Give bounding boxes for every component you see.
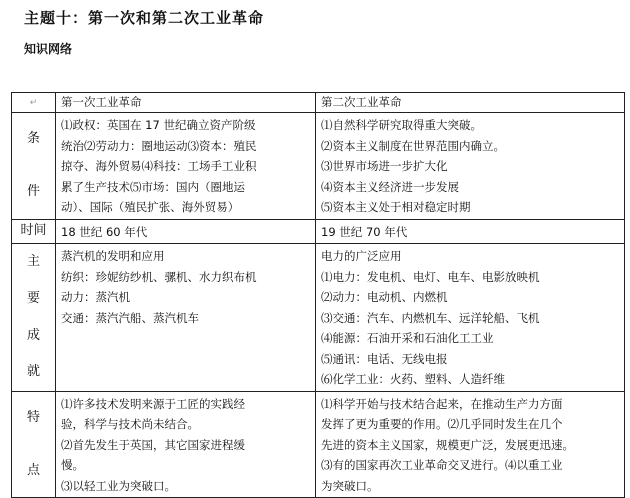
text-line: ⑴电力：发电机、电灯、电车、电影放映机 <box>321 269 540 284</box>
text-line: 为突破口。 <box>321 478 379 493</box>
label-char: 要 <box>26 290 40 306</box>
text-line: 交通：蒸汽汽船、蒸汽机车 <box>61 310 199 325</box>
text-line: ⑴政权：英国在 17 世纪确立资产阶级 <box>61 118 256 132</box>
row-label-features <box>12 391 56 498</box>
achievements-second-cell <box>316 244 625 392</box>
table-row-features <box>12 391 625 498</box>
text-line: ⑶有的国家再次工业革命交叉进行。⑷以重工业 <box>321 458 563 472</box>
table-row-condition <box>12 113 625 220</box>
text-line: ⑶以轻工业为突破口。 <box>61 478 176 493</box>
text-line: ⑶交通：汽车、内燃机车、远洋轮船、飞机 <box>321 310 540 325</box>
text-line: ⑴自然科学研究取得重大突破。 <box>321 118 482 132</box>
row-label-achievements <box>12 244 56 392</box>
text-line: ⑴科学开始与技术结合起来，在推动生产力方面 <box>321 396 563 411</box>
label-char: 主 <box>26 254 40 270</box>
condition-first-cell <box>56 113 316 220</box>
text-line: ⑵资本主义制度在世界范围内确立。 <box>321 138 505 153</box>
table-row-time <box>12 219 625 244</box>
text-line: ⑷资本主义经济进一步发展 <box>321 179 459 194</box>
label-char: 条 <box>26 131 40 147</box>
label-char: 成 <box>26 327 40 343</box>
row-label-time: 时间 <box>12 219 56 244</box>
text-line: ⑸资本主义处于相对稳定时期 <box>321 200 471 214</box>
text-line: 纺织：珍妮纺纱机、骡机、水力织布机 <box>61 269 257 284</box>
label-char: 件 <box>26 184 40 200</box>
text-line: ⑹化学工业：火药、塑料、人造纤维 <box>321 372 505 386</box>
text-line: ⑵首先发生于英国，其它国家进程缓 <box>61 437 245 452</box>
label-char: 就 <box>26 364 40 380</box>
return-mark: ↵ <box>29 98 38 108</box>
header-corner-cell <box>12 93 56 113</box>
comparison-table <box>11 92 625 498</box>
features-second-cell <box>316 391 625 498</box>
text-line: ⑷能源：石油开采和石油化工工业 <box>321 331 494 345</box>
row-label-condition <box>12 113 56 220</box>
text-line: ⑶世界市场进一步扩大化 <box>321 159 448 173</box>
text-line: 掠夺、海外贸易⑷科技：工场手工业积 <box>61 159 257 173</box>
text-line: 动）、国际（殖民扩张、海外贸易） <box>61 200 240 214</box>
text-line: 累了生产技术⑸市场：国内（圈地运 <box>61 179 245 194</box>
text-line: ⑸通讯：电话、无线电报 <box>321 351 448 366</box>
text-line: 发挥了更为重要的作用。⑵几乎同时发生在几个 <box>321 417 563 431</box>
features-first-cell <box>56 391 316 498</box>
text-line: 蒸汽机的发明和应用 <box>61 249 165 263</box>
table-header-row <box>12 93 625 113</box>
text-line: 动力：蒸汽机 <box>61 290 130 304</box>
text-line: 慢。 <box>61 458 84 472</box>
text-line: 先进的资本主义国家，规模更广泛，发展更迅速。 <box>321 437 574 452</box>
label-char: 特 <box>26 409 40 425</box>
condition-second-cell <box>316 113 625 220</box>
page-title: 主题十：第一次和第二次工业革命 <box>24 9 265 27</box>
achievements-first-cell <box>56 244 316 392</box>
text-line: 电力的广泛应用 <box>321 249 402 263</box>
time-second-cell: 19 世纪 70 年代 <box>316 219 625 244</box>
text-line: 统治⑵劳动力：圈地运动⑶资本：殖民 <box>61 138 257 153</box>
text-line: 验，科学与技术尚未结合。 <box>61 417 199 431</box>
header-first-revolution: 第一次工业革命 <box>56 93 316 113</box>
header-second-revolution: 第二次工业革命 <box>316 93 625 113</box>
time-first-cell: 18 世纪 60 年代 <box>56 219 316 244</box>
label-char: 点 <box>26 462 40 478</box>
section-subtitle: 知识网络 <box>24 42 73 56</box>
text-line: ⑴许多技术发明来源于工匠的实践经 <box>61 396 245 411</box>
text-line: ⑵动力：电动机、内燃机 <box>321 290 448 304</box>
table-row-achievements <box>12 244 625 392</box>
